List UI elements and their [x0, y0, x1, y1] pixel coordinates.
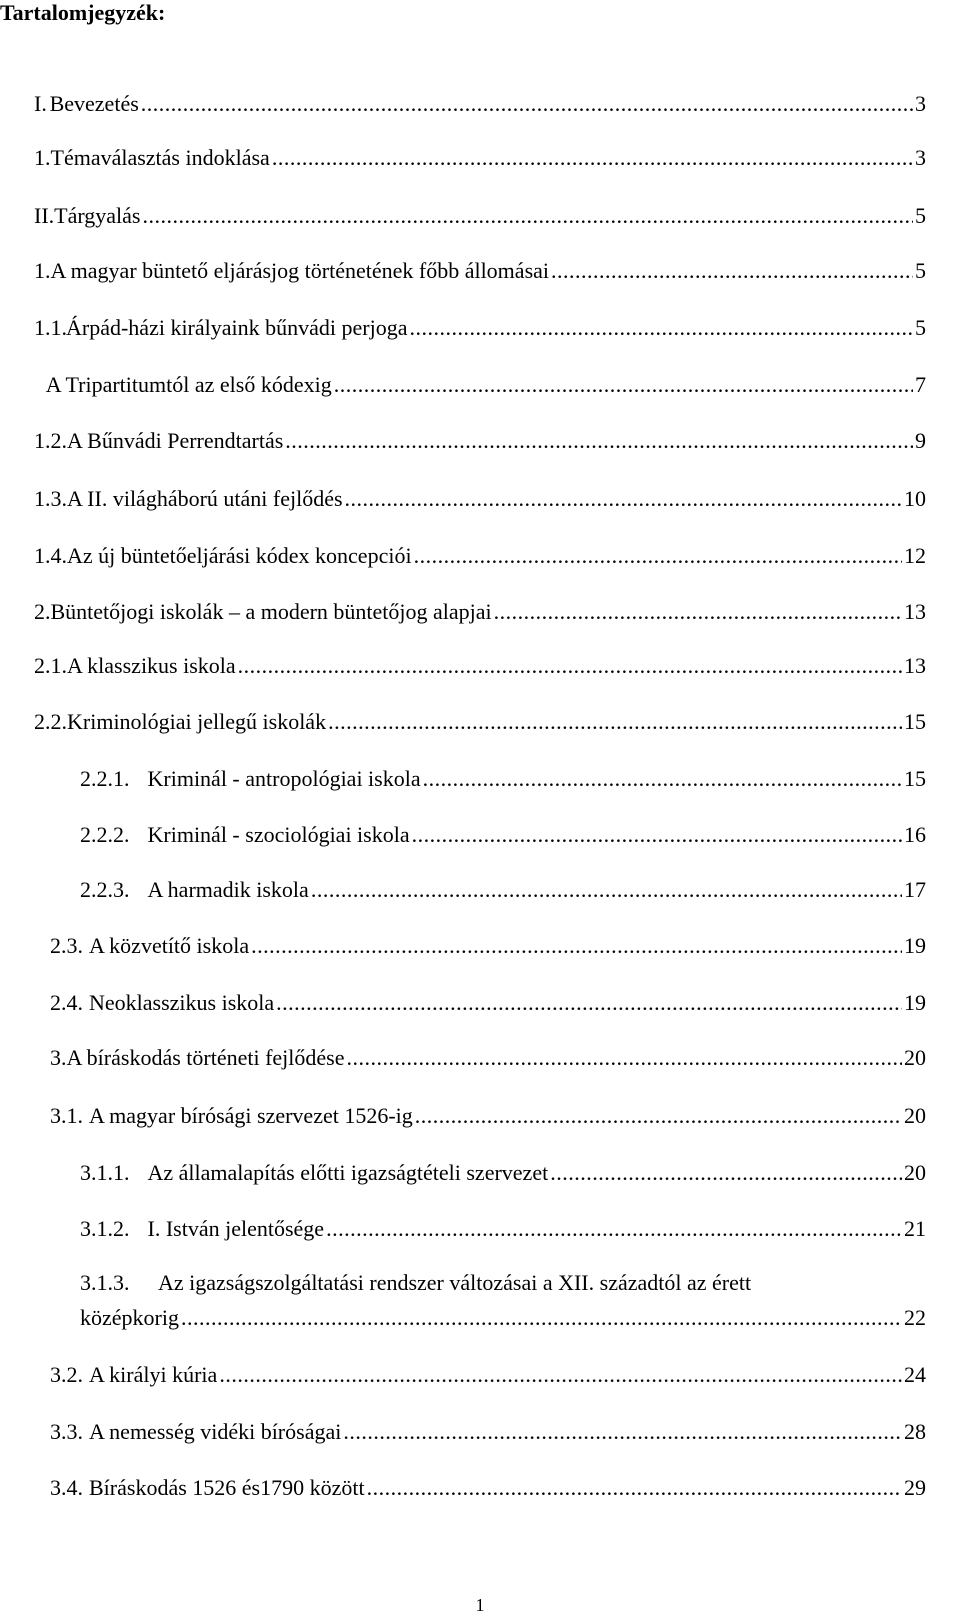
toc-entry-page: 21	[904, 1216, 926, 1241]
toc-entry-page: 7	[915, 372, 926, 397]
toc-entry-title: Az új büntetőeljárási kódex koncepciói	[67, 543, 412, 568]
toc-entry-page: 22	[904, 1305, 926, 1330]
toc-entry-title: Neoklasszikus iskola	[89, 990, 275, 1015]
toc-entry[interactable]	[34, 875, 926, 905]
toc-entry[interactable]	[34, 651, 926, 681]
toc-leader-dots	[326, 1214, 902, 1244]
toc-entry[interactable]	[34, 707, 926, 737]
toc-entry-title: Az igazságszolgáltatási rendszer változásai a XII. századtól az érett	[158, 1270, 752, 1295]
toc-entry-number: 1.	[34, 145, 51, 170]
toc-leader-dots	[409, 313, 913, 343]
toc-leader-dots	[414, 541, 902, 571]
toc-entry-page: 5	[915, 203, 926, 228]
toc-entry[interactable]	[34, 541, 926, 571]
toc-entry[interactable]	[34, 1158, 926, 1188]
toc-entry-number: 2.2.	[34, 709, 67, 734]
toc-entry-page: 29	[904, 1475, 926, 1500]
toc-entry[interactable]	[34, 143, 926, 173]
toc-entry-page: 13	[904, 653, 926, 678]
toc-entry-number: 2.1.	[34, 653, 67, 678]
toc-entry[interactable]	[34, 89, 926, 119]
toc-entry-title: Árpád-házi királyaink bűnvádi perjoga	[66, 315, 408, 340]
toc-entry-title: A királyi kúria	[89, 1362, 218, 1387]
toc-leader-dots	[334, 370, 913, 400]
toc-entry-number: 3.3.	[50, 1419, 83, 1444]
toc-entry-number: 2.4.	[50, 990, 83, 1015]
toc-leader-dots	[367, 1473, 902, 1503]
page-title: Tartalomjegyzék:	[0, 0, 166, 25]
toc-entry[interactable]	[34, 313, 926, 343]
toc-entry-number: 3.1.2.	[80, 1216, 130, 1241]
toc-leader-dots	[272, 143, 913, 173]
toc-entry-page: 17	[904, 877, 926, 902]
toc-entry-page: 12	[904, 543, 926, 568]
toc-entry-number: 2.2.2.	[80, 822, 130, 847]
toc-entry-title: I. István jelentősége	[147, 1216, 325, 1241]
toc-leader-dots	[423, 764, 902, 794]
toc-leader-dots	[412, 820, 902, 850]
toc-entry[interactable]	[34, 370, 926, 400]
toc-entry-page: 3	[915, 91, 926, 116]
toc-entry-title: Bíráskodás 1526 és1790 között	[89, 1475, 365, 1500]
toc-entry[interactable]	[34, 484, 926, 514]
toc-leader-dots	[551, 256, 913, 286]
toc-entry-page: 24	[904, 1362, 926, 1387]
toc-entry[interactable]	[34, 201, 926, 231]
toc-leader-dots	[346, 1043, 902, 1073]
toc-entry-page: 13	[904, 599, 926, 624]
toc-entry-number: II.	[34, 203, 55, 228]
toc-leader-dots	[181, 1303, 902, 1333]
toc-entry-number: I.	[34, 91, 47, 116]
toc-entry[interactable]	[34, 256, 926, 286]
toc-entry-title: A harmadik iskola	[147, 877, 309, 902]
toc-entry-title: A nemesség vidéki bíróságai	[89, 1419, 342, 1444]
toc-entry-number: 1.3.	[34, 486, 67, 511]
toc-entry[interactable]	[34, 597, 926, 627]
toc-entry-number: 1.1.	[34, 315, 67, 340]
toc-entry-number: 3.1.1.	[80, 1160, 130, 1185]
toc-entry-title: A bíráskodás történeti fejlődése	[66, 1045, 345, 1070]
toc-entry[interactable]	[34, 820, 926, 850]
toc-entry[interactable]	[34, 1417, 926, 1447]
toc-entry-title: A II. világháború utáni fejlődés	[67, 486, 343, 511]
toc-entry-number: 2.3.	[50, 933, 83, 958]
toc-entry[interactable]	[34, 426, 926, 456]
toc-leader-dots	[550, 1158, 902, 1188]
toc-entry-page: 20	[904, 1160, 926, 1185]
toc-entry-page: 15	[904, 709, 926, 734]
toc-entry-number: 3.	[50, 1045, 67, 1070]
toc-entry-title: Kriminál - szociológiai iskola	[147, 822, 410, 847]
toc-leader-dots	[219, 1360, 902, 1390]
toc-entry-number: 3.1.3.	[80, 1270, 130, 1295]
toc-entry-number: 3.2.	[50, 1362, 83, 1387]
toc-entry-title: A Bűnvádi Perrendtartás	[67, 428, 284, 453]
toc-entry-title: A magyar bírósági szervezet 1526-ig	[89, 1103, 413, 1128]
toc-entry-page: 20	[904, 1045, 926, 1070]
toc-entry-number: 2.	[34, 599, 51, 624]
toc-entry-wrapped[interactable]	[80, 1268, 926, 1298]
toc-entry-title: Az államalapítás előtti igazságtételi szervezet	[147, 1160, 549, 1185]
toc-entry-title: A magyar büntető eljárásjog történetének főbb állomásai	[50, 258, 550, 283]
toc-entry-number: 1.2.	[34, 428, 67, 453]
toc-leader-dots	[285, 426, 913, 456]
toc-entry-title: Témaválasztás indoklása	[50, 145, 270, 170]
toc-entry-title: A közvetítő iskola	[89, 933, 250, 958]
toc-leader-dots	[238, 651, 902, 681]
toc-leader-dots	[415, 1101, 902, 1131]
toc-entry-page: 16	[904, 822, 926, 847]
toc-leader-dots	[343, 1417, 902, 1447]
toc-entry-number: 3.1.	[50, 1103, 83, 1128]
toc-entry-page: 20	[904, 1103, 926, 1128]
toc-entry-title: Kriminál - antropológiai iskola	[147, 766, 421, 791]
toc-entry-title: középkorig	[80, 1305, 179, 1330]
toc-entry-number: 1.	[34, 258, 51, 283]
toc-entry[interactable]	[34, 931, 926, 961]
toc-leader-dots	[251, 931, 902, 961]
toc-entry-continuation[interactable]	[80, 1303, 926, 1333]
toc-entry[interactable]	[34, 764, 926, 794]
toc-entry-page: 19	[904, 933, 926, 958]
toc-entry-number: 3.4.	[50, 1475, 83, 1500]
toc-entry-page: 10	[904, 486, 926, 511]
toc-entry-title: A Tripartitumtól az első kódexig	[45, 372, 332, 397]
toc-entry[interactable]	[34, 1043, 926, 1073]
page-number: 1	[475, 1595, 485, 1615]
toc-leader-dots	[494, 597, 902, 627]
toc-entry-number: 2.2.1.	[80, 766, 130, 791]
toc-entry[interactable]	[34, 988, 926, 1018]
toc-entry-title: Büntetőjogi iskolák – a modern büntetőjog alapjai	[50, 599, 492, 624]
toc-entry-title: Tárgyalás	[54, 203, 141, 228]
toc-leader-dots	[141, 89, 913, 119]
toc-entry-page: 28	[904, 1419, 926, 1444]
toc-leader-dots	[328, 707, 902, 737]
toc-entry-page: 5	[915, 315, 926, 340]
toc-entry-page: 9	[915, 428, 926, 453]
toc-leader-dots	[143, 201, 914, 231]
toc-entry-title: Bevezetés	[49, 91, 139, 116]
toc-entry-page: 5	[915, 258, 926, 283]
toc-leader-dots	[345, 484, 902, 514]
toc-entry[interactable]	[34, 1360, 926, 1390]
toc-entry-number: 2.2.3.	[80, 877, 130, 902]
toc-entry-page: 19	[904, 990, 926, 1015]
toc-entry-page: 3	[915, 145, 926, 170]
toc-entry[interactable]	[34, 1101, 926, 1131]
toc-entry-title: Kriminológiai jellegű iskolák	[67, 709, 327, 734]
toc-entry[interactable]	[34, 1214, 926, 1244]
toc-leader-dots	[311, 875, 902, 905]
toc-leader-dots	[276, 988, 902, 1018]
toc-entry[interactable]	[34, 1473, 926, 1503]
toc-entry-title: A klasszikus iskola	[67, 653, 236, 678]
toc-entry-page: 15	[904, 766, 926, 791]
toc-entry-number: 1.4.	[34, 543, 67, 568]
